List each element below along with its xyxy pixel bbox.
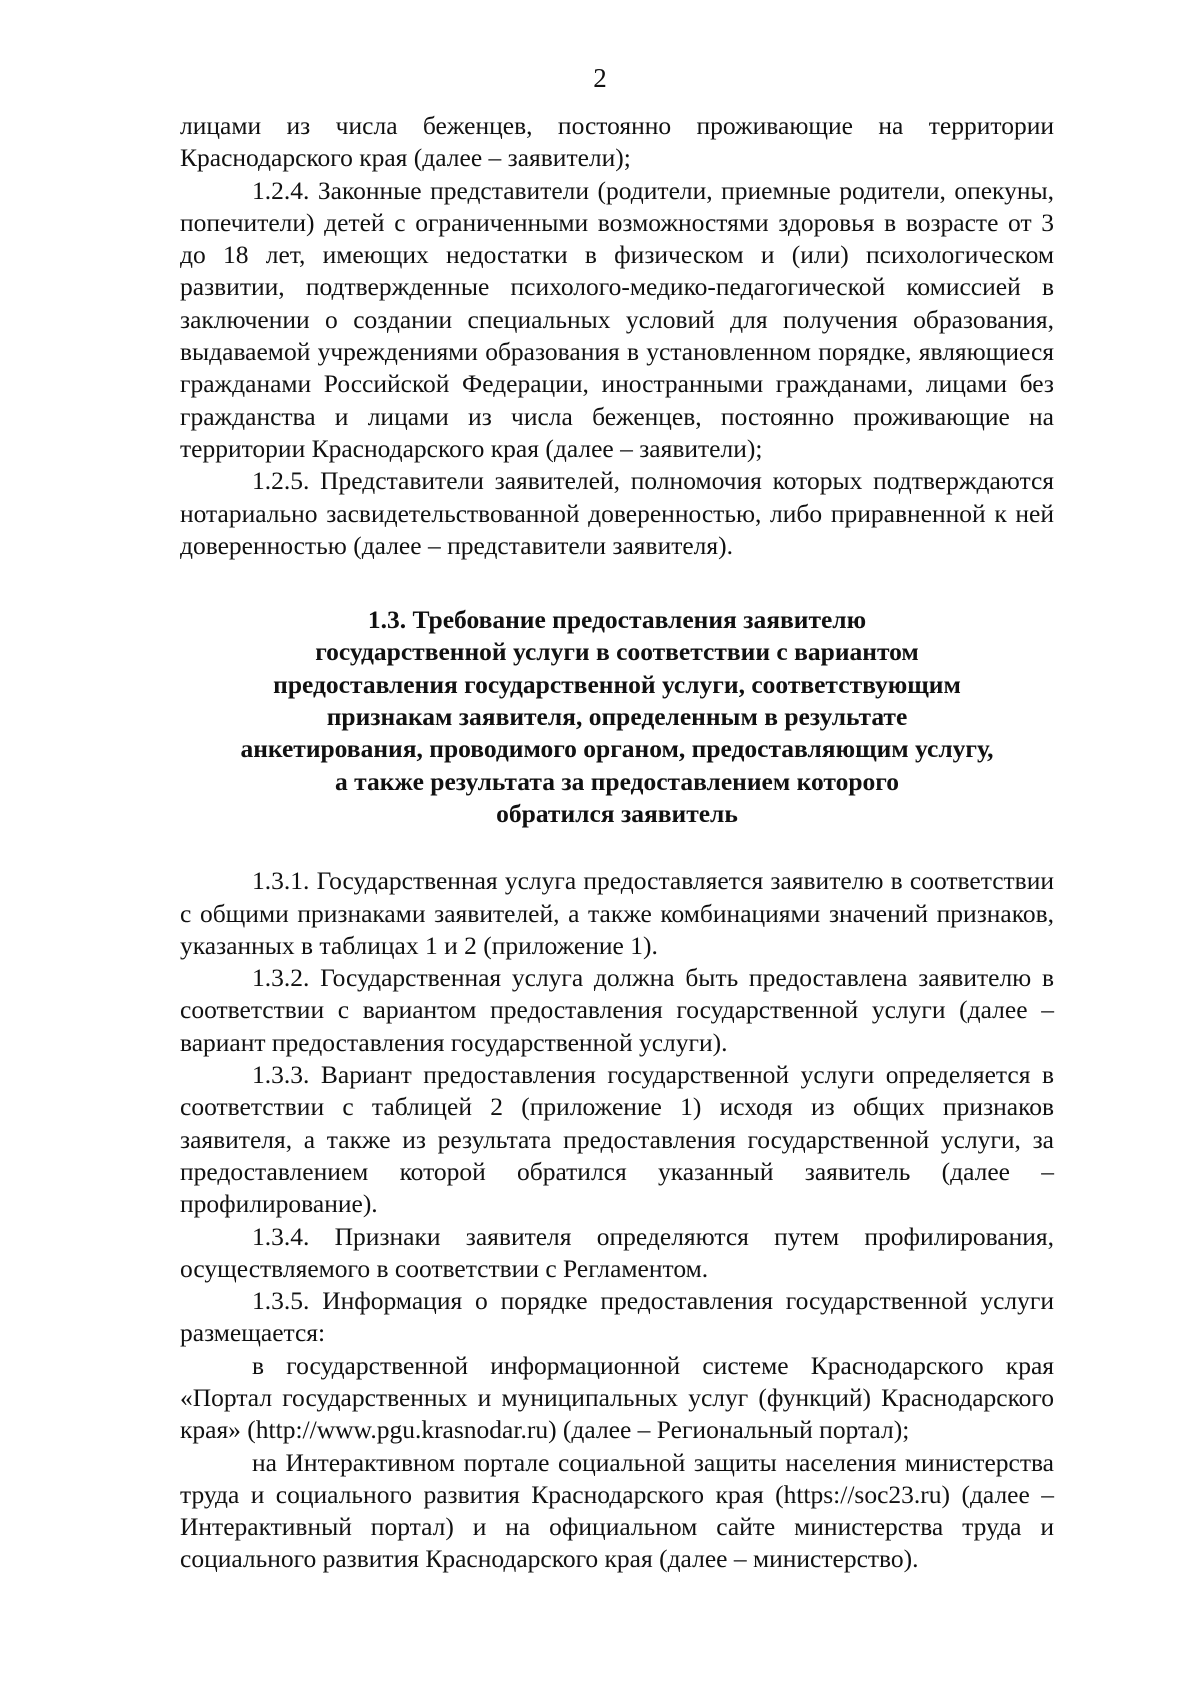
paragraph-1-3-2: 1.3.2. Государственная услуга должна быть предоставлена заявителю в соответствии с вариантом предоставления государственной услуги (далее – вариант предоставления государственной услуги).: [180, 963, 1054, 1057]
paragraph-1-3-4: 1.3.4. Признаки заявителя определяются путем профилирования, осуществляемого в соответствии с Регламентом.: [180, 1221, 1054, 1283]
heading-line: а также результата за предоставлением которого: [335, 766, 899, 796]
paragraph-continuation: лицами из числа беженцев, постоянно проживающие на территории Краснодарского края (далее – заявители);: [180, 111, 1054, 173]
heading-line: анкетирования, проводимого органом, предоставляющим услугу,: [240, 734, 994, 764]
paragraph-1-2-5: 1.2.5. Представители заявителей, полномочия которых подтверждаются нотариально засвидетельствованной доверенностью, либо приравненной к ней доверенностью (далее – представители заявителя).: [180, 466, 1054, 560]
heading-line: государственной услуги в соответствии с вариантом: [315, 637, 919, 667]
paragraph-1-3-1: 1.3.1. Государственная услуга предоставляется заявителю в соответствии с общими признаками заявителей, а также комбинациями значений признаков, указанных в таблицах 1 и 2 (приложение 1).: [180, 866, 1054, 960]
paragraph-interactive-portal: на Интерактивном портале социальной защиты населения министерства труда и социального развития Краснодарского края (https://soc23.ru) (далее – Интерактивный портал) и на официальном сайте министерства труда и социального развития Краснодарского края (далее – министерство).: [180, 1447, 1054, 1574]
heading-line: признакам заявителя, определенным в результате: [326, 702, 908, 732]
section-heading-1-3: [180, 604, 1054, 830]
paragraph-regional-portal: в государственной информационной системе Краснодарского края «Портал государственных и муниципальных услуг (функций) Краснодарского края» (http://www.pgu.krasnodar.ru) (далее – Региональный портал);: [180, 1350, 1054, 1445]
page-number: 2: [593, 63, 607, 93]
heading-line: 1.3. Требование предоставления заявителю: [367, 605, 867, 635]
heading-line: обратился заявитель: [496, 798, 738, 828]
paragraph-1-3-5: 1.3.5. Информация о порядке предоставления государственной услуги размещается:: [180, 1286, 1054, 1348]
paragraph-1-2-4: 1.2.4. Законные представители (родители, приемные родители, опекуны, попечители) детей с ограниченными возможностями здоровья в возрасте от 3 до 18 лет, имеющих недостатки в физическом и (или) психологическом развитии, подтвержденные психолого-медико-педагогической комиссией в заключении о создании специальных условий для получения образования, выдаваемой учреждениями образования в установленном порядке, являющиеся гражданами Российской Федерации, иностранными гражданами, лицами без гражданства и лицами из числа беженцев, постоянно проживающие на территории Краснодарского края (далее – заявители);: [180, 175, 1054, 463]
paragraph-1-3-3: 1.3.3. Вариант предоставления государственной услуги определяется в соответствии с таблицей 2 (приложение 1) исходя из общих признаков заявителя, а также из результата предоставления государственной услуги, за предоставлением которой обратился указанный заявитель (далее – профилирование).: [180, 1060, 1054, 1219]
heading-line: предоставления государственной услуги, соответствующим: [273, 669, 961, 699]
document-body: [180, 110, 1054, 1576]
